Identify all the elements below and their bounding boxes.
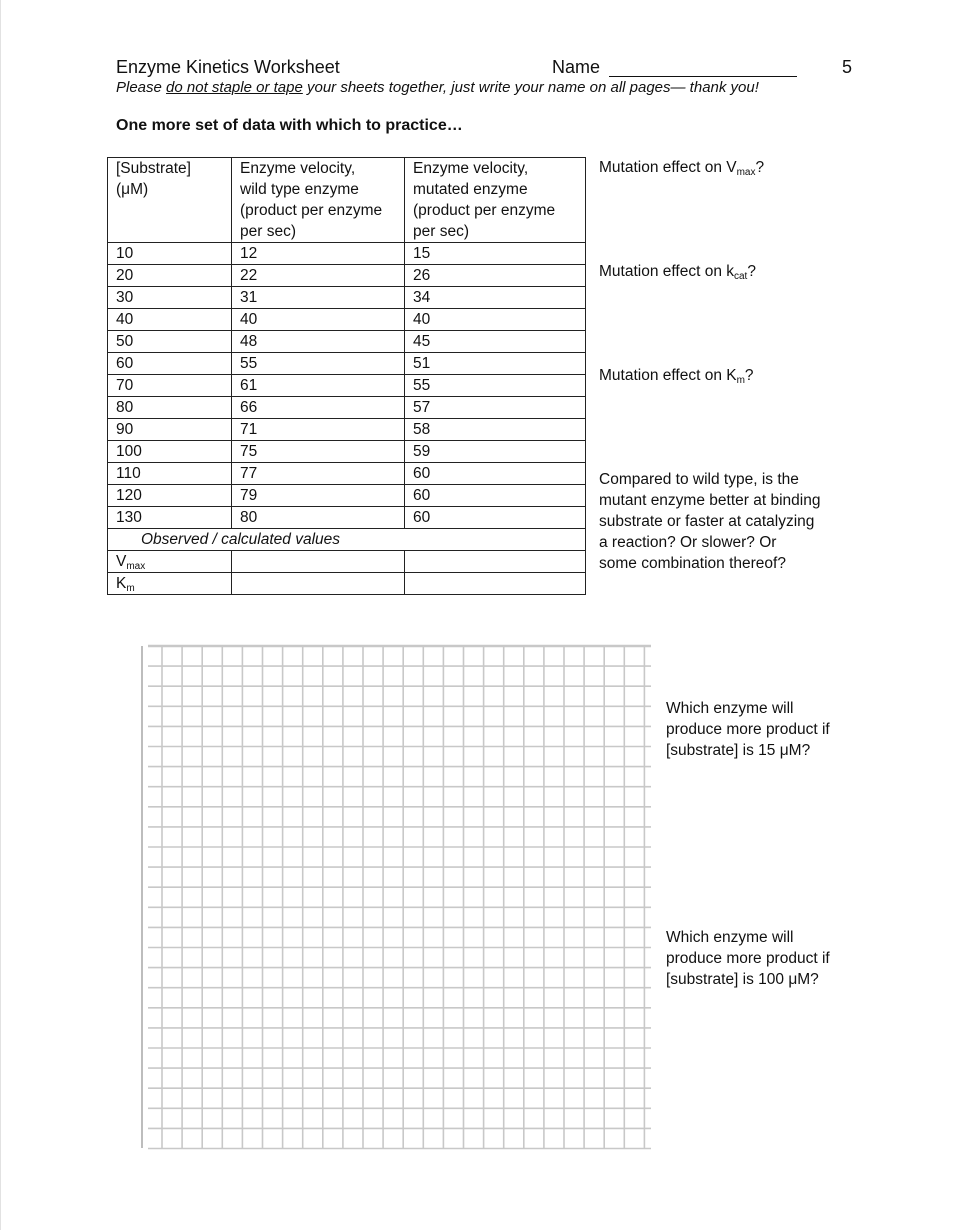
vmax-label: $V_{max}$ (108, 551, 232, 573)
table-row (108, 441, 586, 463)
wild-velocity-cell: 48 (232, 331, 405, 353)
question-vmax: Mutation effect on $V_{max}$? (599, 159, 765, 178)
instructions-post: your sheets together, just write your name on all pages— thank you! (302, 79, 759, 96)
mutant-velocity-cell: 26 (405, 265, 586, 287)
header-wild-type: Enzyme velocity, wild type enzyme (product per enzyme per sec) (232, 158, 405, 243)
mutant-velocity-cell: 60 (405, 507, 586, 529)
wild-velocity-cell: 77 (232, 463, 405, 485)
substrate-cell: 70 (108, 375, 232, 397)
section-heading: One more set of data with which to practice… (116, 117, 463, 134)
page-number: 5 (842, 57, 853, 77)
table-row (108, 485, 586, 507)
wild-velocity-cell: 66 (232, 397, 405, 419)
substrate-cell: 30 (108, 287, 232, 309)
wild-velocity-cell: 61 (232, 375, 405, 397)
table-row (108, 353, 586, 375)
wild-velocity-cell: 71 (232, 419, 405, 441)
wild-velocity-cell: 40 (232, 309, 405, 331)
kinetics-table (107, 157, 586, 595)
km-wild-input[interactable] (232, 573, 405, 595)
substrate-cell: 120 (108, 485, 232, 507)
name-label: Name (552, 57, 601, 77)
substrate-cell: 90 (108, 419, 232, 441)
mutant-velocity-cell: 45 (405, 331, 586, 353)
wild-velocity-cell: 31 (232, 287, 405, 309)
instructions (116, 79, 759, 96)
substrate-cell: 50 (108, 331, 232, 353)
km-row (108, 573, 586, 595)
wild-velocity-cell: 22 (232, 265, 405, 287)
wild-velocity-cell: 55 (232, 353, 405, 375)
observed-values-label: Observed / calculated values (108, 529, 586, 551)
table-row (108, 331, 586, 353)
vmax-mutant-input[interactable] (405, 551, 586, 573)
substrate-cell: 60 (108, 353, 232, 375)
mutant-velocity-cell: 58 (405, 419, 586, 441)
mutant-velocity-cell: 55 (405, 375, 586, 397)
name-field-line[interactable] (609, 76, 797, 77)
substrate-cell: 100 (108, 441, 232, 463)
substrate-cell: 80 (108, 397, 232, 419)
header-mutant: Enzyme velocity, mutated enzyme (product per enzyme per sec) (405, 158, 586, 243)
vmax-row (108, 551, 586, 573)
mutant-velocity-cell: 15 (405, 243, 586, 265)
table-row (108, 463, 586, 485)
question-compare: Compared to wild type, is the mutant enzyme better at binding substrate or faster at catalyzing a reaction? Or slower? Or some combination thereof? (599, 471, 821, 572)
substrate-cell: 130 (108, 507, 232, 529)
header-substrate: [Substrate] (μM) (108, 158, 232, 243)
table-row (108, 375, 586, 397)
question-15uM: Which enzyme will produce more product if [substrate] is 15 μM? (666, 700, 830, 759)
mutant-velocity-cell: 40 (405, 309, 586, 331)
wild-velocity-cell: 75 (232, 441, 405, 463)
substrate-cell: 20 (108, 265, 232, 287)
km-label: $K_m$ (108, 573, 232, 595)
graph-paper-grid[interactable] (141, 640, 653, 1152)
table-row (108, 419, 586, 441)
mutant-velocity-cell: 60 (405, 485, 586, 507)
km-mutant-input[interactable] (405, 573, 586, 595)
question-100uM: Which enzyme will produce more product if [substrate] is 100 μM? (666, 929, 830, 988)
wild-velocity-cell: 12 (232, 243, 405, 265)
substrate-cell: 40 (108, 309, 232, 331)
mutant-velocity-cell: 59 (405, 441, 586, 463)
mutant-velocity-cell: 57 (405, 397, 586, 419)
table-row (108, 397, 586, 419)
mutant-velocity-cell: 51 (405, 353, 586, 375)
substrate-cell: 10 (108, 243, 232, 265)
question-kcat: Mutation effect on $k_{cat}$? (599, 263, 756, 282)
instructions-underlined: do not staple or tape (166, 79, 303, 96)
table-row (108, 243, 586, 265)
mutant-velocity-cell: 34 (405, 287, 586, 309)
page-edge (0, 0, 1, 1230)
substrate-cell: 110 (108, 463, 232, 485)
question-km: Mutation effect on $K_m$? (599, 367, 754, 386)
observed-values-row (108, 529, 586, 551)
wild-velocity-cell: 79 (232, 485, 405, 507)
mutant-velocity-cell: 60 (405, 463, 586, 485)
grid-lines (141, 640, 653, 1152)
table-header-row (108, 158, 586, 243)
table-row (108, 265, 586, 287)
table-row (108, 309, 586, 331)
instructions-pre: Please (116, 79, 167, 96)
wild-velocity-cell: 80 (232, 507, 405, 529)
table-row (108, 507, 586, 529)
vmax-wild-input[interactable] (232, 551, 405, 573)
worksheet-title: Enzyme Kinetics Worksheet (116, 57, 340, 77)
table-row (108, 287, 586, 309)
